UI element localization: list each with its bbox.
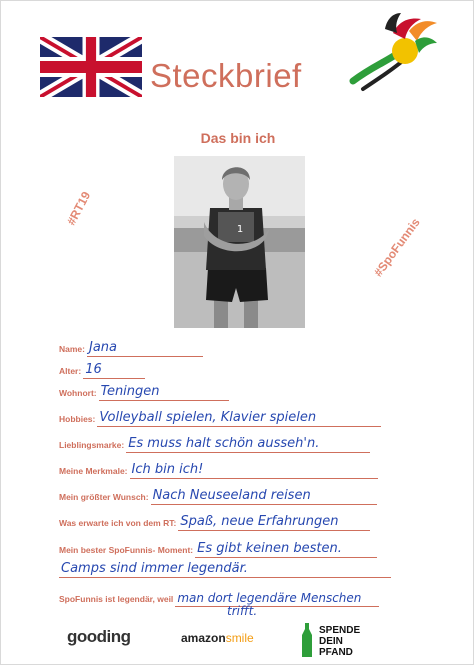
- moment-value: Es gibt keinen besten.: [195, 541, 377, 558]
- form-row-legendaer: [59, 585, 379, 607]
- spende-line-3: PFAND: [319, 647, 353, 658]
- portrait-photo: [174, 156, 305, 328]
- name-value: Jana: [87, 340, 203, 357]
- merkmale-value: Ich bin ich!: [130, 462, 378, 479]
- alter-value: 16: [83, 362, 145, 379]
- gooding-logo: gooding: [67, 627, 131, 646]
- lieblingsmarke-label: Lieblingsmarke:: [59, 440, 125, 450]
- amazon-smile-logo: [181, 631, 254, 645]
- sponsor-footer: [1, 623, 474, 663]
- form-row-name: [59, 335, 203, 357]
- wohnort-label: Wohnort:: [59, 388, 97, 398]
- lieblingsmarke-value: Es muss halt schön ausseh'n.: [126, 436, 370, 453]
- smile-text: smile: [225, 631, 254, 645]
- spofunnis-logo-icon: [343, 11, 439, 95]
- amazon-text: amazon: [181, 631, 226, 645]
- alter-label: Alter:: [59, 366, 82, 376]
- moment-continuation: Camps sind immer legendär.: [61, 561, 248, 576]
- form-row-lieblingsmarke: [59, 431, 370, 453]
- erwarte-label: Was erwarte ich von dem RT:: [59, 518, 177, 528]
- svg-text:1: 1: [236, 224, 244, 235]
- page-title: Steckbrief: [150, 57, 302, 94]
- name-label: Name:: [59, 344, 85, 354]
- erwarte-value: Spaß, neue Erfahrungen: [178, 514, 370, 531]
- wohnort-value: Teningen: [99, 384, 229, 401]
- wunsch-value: Nach Neuseeland reisen: [151, 488, 377, 505]
- form-row-erwarte: [59, 509, 370, 531]
- spende-dein-pfand-logo: [319, 625, 360, 658]
- form-row-alter: [59, 357, 145, 379]
- form-row-moment: [59, 536, 377, 558]
- form-row-wohnort: [59, 379, 229, 401]
- form-row-wunsch: [59, 483, 377, 505]
- hashtag-spofunnis: #SpoFunnis: [371, 215, 423, 280]
- moment-continuation-line: [59, 577, 391, 578]
- hobbies-value: Volleyball spielen, Klavier spielen: [97, 410, 381, 427]
- spende-line-1: SPENDE: [319, 625, 361, 636]
- hobbies-label: Hobbies:: [59, 414, 96, 424]
- hashtag-rt19: #RT19: [64, 189, 94, 228]
- merkmale-label: Meine Merkmale:: [59, 466, 128, 476]
- wunsch-label: Mein größter Wunsch:: [59, 492, 149, 502]
- legendaer-continuation: trifft.: [227, 604, 258, 618]
- legendaer-label: SpoFunnis ist legendär, weil: [59, 594, 174, 604]
- legendaer-value: man dort legendäre Menschen: [175, 591, 379, 607]
- bottle-icon: [301, 623, 313, 657]
- form-row-merkmale: [59, 457, 378, 479]
- section-title: Das bin ich: [200, 130, 276, 146]
- moment-label: Mein bester SpoFunnis- Moment:: [59, 545, 194, 555]
- union-jack-icon: [40, 37, 142, 97]
- form-row-hobbies: [59, 405, 381, 427]
- spende-line-2: DEIN: [319, 636, 343, 647]
